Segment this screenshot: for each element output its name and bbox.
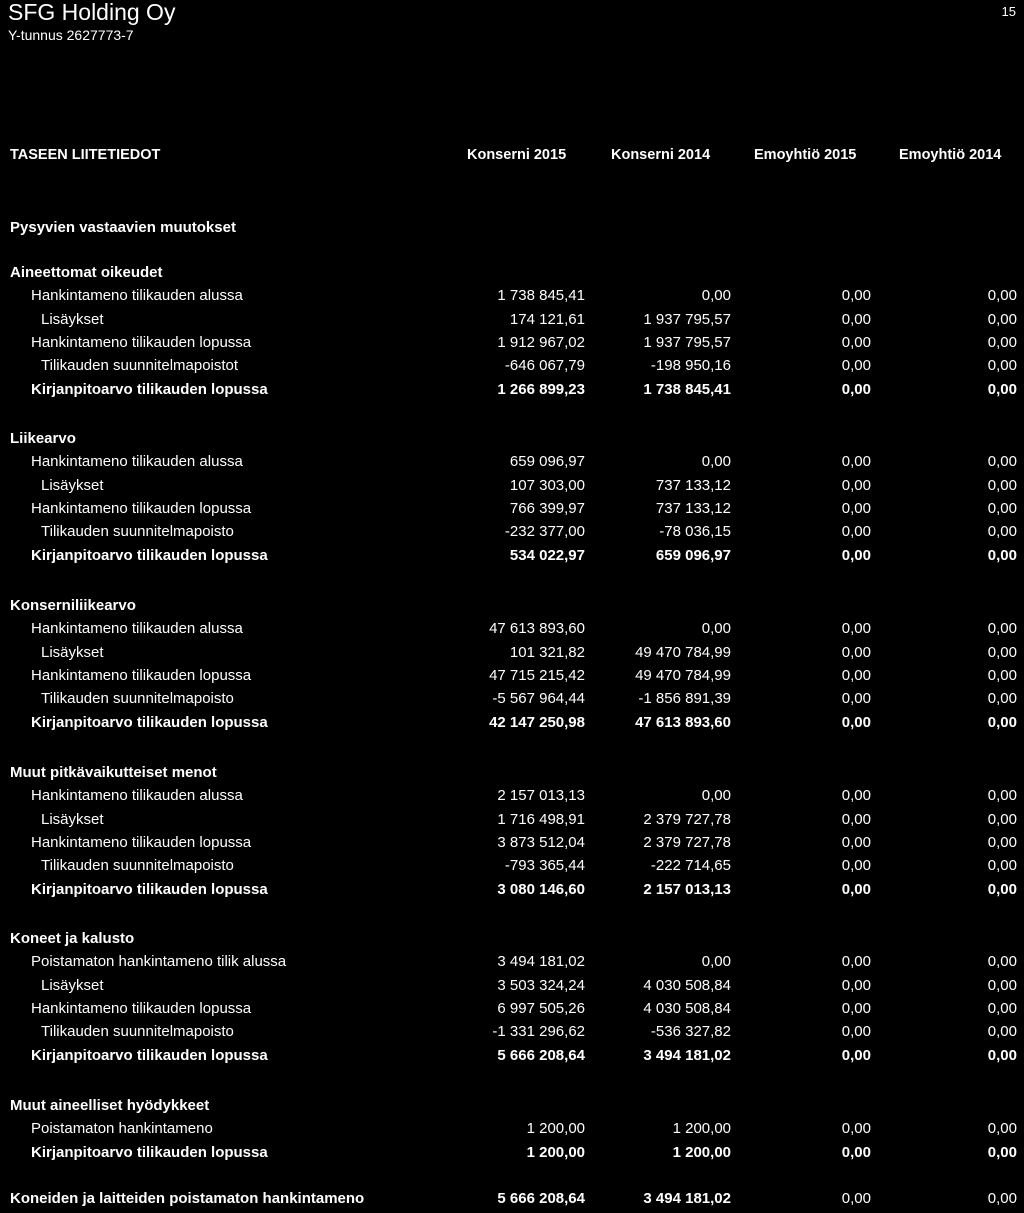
cell-value: 0,00 <box>987 1120 1017 1138</box>
row-label: Tilikauden suunnitelmapoisto <box>41 690 234 708</box>
row-label: Poistamaton hankintameno <box>31 1120 213 1138</box>
cell-value: 0,00 <box>987 476 1017 494</box>
business-id: Y-tunnus 2627773-7 <box>8 27 134 43</box>
group-header <box>0 261 1024 284</box>
row-label: Muut pitkävaikutteiset menot <box>10 764 217 781</box>
row-label: Kirjanpitoarvo tilikauden lopussa <box>31 1046 268 1064</box>
table-row <box>0 808 1024 831</box>
cell-value: 0,00 <box>841 857 871 875</box>
column-header-konserni-2014: Konserni 2014 <box>611 147 711 163</box>
cell-value: 5 666 208,64 <box>497 1190 585 1207</box>
cell-value: 0,00 <box>987 953 1017 971</box>
cell-value: 0,00 <box>841 1143 871 1161</box>
total-row <box>0 711 1024 734</box>
cell-value: 0,00 <box>987 287 1017 305</box>
cell-value: 0,00 <box>841 976 871 994</box>
table-header <box>0 147 1024 167</box>
row-label: Kirjanpitoarvo tilikauden lopussa <box>31 380 268 398</box>
cell-value: -198 950,16 <box>650 357 731 375</box>
table-row <box>0 520 1024 543</box>
table-title: TASEEN LIITETIEDOT <box>10 147 161 163</box>
row-label: Kirjanpitoarvo tilikauden lopussa <box>31 880 268 898</box>
row-label: Aineettomat oikeudet <box>10 264 163 281</box>
row-label: Koneet ja kalusto <box>10 930 135 947</box>
cell-value: 1 937 795,57 <box>643 310 731 328</box>
table-row <box>0 784 1024 807</box>
cell-value: 0,00 <box>841 1046 871 1064</box>
row-label: Poistamaton hankintameno tilik alussa <box>31 953 287 971</box>
row-label: Tilikauden suunnitelmapoisto <box>41 857 234 875</box>
cell-value: 0,00 <box>987 1023 1017 1041</box>
cell-value: 42 147 250,98 <box>489 713 585 731</box>
cell-value: 0,00 <box>841 523 871 541</box>
group-header <box>0 427 1024 450</box>
total-row <box>0 1141 1024 1164</box>
total-row <box>0 878 1024 901</box>
table-row <box>0 641 1024 664</box>
cell-value: 2 379 727,78 <box>643 833 731 851</box>
total-row <box>0 1044 1024 1067</box>
cell-value: 1 200,00 <box>526 1120 585 1138</box>
cell-value: 659 096,97 <box>509 453 585 471</box>
cell-value: 3 494 181,02 <box>497 953 585 971</box>
cell-value: 0,00 <box>841 643 871 661</box>
row-label: Liikearvo <box>10 430 76 447</box>
table-row <box>0 450 1024 473</box>
cell-value: 0,00 <box>987 810 1017 828</box>
cell-value: 0,00 <box>841 453 871 471</box>
cell-value: 101 321,82 <box>509 643 585 661</box>
cell-value: 47 715 215,42 <box>489 666 585 684</box>
row-label: Hankintameno tilikauden lopussa <box>31 833 252 851</box>
cell-value: 0,00 <box>701 953 731 971</box>
cell-value: 47 613 893,60 <box>489 620 585 638</box>
cell-value: 4 030 508,84 <box>643 976 731 994</box>
cell-value: 737 133,12 <box>655 499 731 517</box>
table-row <box>0 1117 1024 1140</box>
cell-value: 0,00 <box>841 357 871 375</box>
cell-value: 0,00 <box>701 453 731 471</box>
cell-value: 0,00 <box>987 1190 1017 1207</box>
cell-value: 0,00 <box>987 357 1017 375</box>
row-label: Hankintameno tilikauden alussa <box>31 287 243 305</box>
row-label: Hankintameno tilikauden lopussa <box>31 999 252 1017</box>
table-row <box>0 284 1024 307</box>
cell-value: 3 503 324,24 <box>497 976 585 994</box>
cell-value: 2 157 013,13 <box>497 787 585 805</box>
table-row <box>0 664 1024 687</box>
cell-value: 0,00 <box>841 953 871 971</box>
cell-value: 0,00 <box>987 787 1017 805</box>
table-row <box>0 974 1024 997</box>
row-label: Lisäykset <box>41 643 104 661</box>
cell-value: 0,00 <box>987 690 1017 708</box>
row-label: Konserniliikearvo <box>10 597 136 614</box>
table-row <box>0 497 1024 520</box>
cell-value: 0,00 <box>987 453 1017 471</box>
cell-value: 2 379 727,78 <box>643 810 731 828</box>
row-label: Koneiden ja laitteiden poistamaton hankintameno <box>10 1190 365 1207</box>
cell-value: -1 856 891,39 <box>638 690 731 708</box>
row-label: Lisäykset <box>41 476 104 494</box>
cell-value: 737 133,12 <box>655 476 731 494</box>
cell-value: -793 365,44 <box>504 857 585 875</box>
table-row <box>0 474 1024 497</box>
cell-value: -222 714,65 <box>650 857 731 875</box>
cell-value: 0,00 <box>987 643 1017 661</box>
cell-value: 0,00 <box>701 620 731 638</box>
cell-value: 1 937 795,57 <box>643 333 731 351</box>
cell-value: 1 738 845,41 <box>643 380 731 398</box>
cell-value: 1 200,00 <box>672 1143 731 1161</box>
cell-value: 0,00 <box>841 333 871 351</box>
row-label: Tilikauden suunnitelmapoisto <box>41 1023 234 1041</box>
column-header-emoyhtio-2014: Emoyhtiö 2014 <box>899 147 1002 163</box>
cell-value: -5 567 964,44 <box>492 690 585 708</box>
cell-value: 1 738 845,41 <box>497 287 585 305</box>
cell-value: 3 873 512,04 <box>497 833 585 851</box>
cell-value: 0,00 <box>841 666 871 684</box>
cell-value: 3 494 181,02 <box>643 1190 731 1207</box>
cell-value: 0,00 <box>841 810 871 828</box>
row-label: Lisäykset <box>41 976 104 994</box>
table-row <box>0 1020 1024 1043</box>
total-row <box>0 378 1024 401</box>
column-header-emoyhtio-2015: Emoyhtiö 2015 <box>754 147 857 163</box>
cell-value: 0,00 <box>701 787 731 805</box>
cell-value: -646 067,79 <box>504 357 585 375</box>
cell-value: 49 470 784,99 <box>635 643 731 661</box>
cell-value: 0,00 <box>987 310 1017 328</box>
row-label: Hankintameno tilikauden lopussa <box>31 666 252 684</box>
cell-value: 0,00 <box>987 666 1017 684</box>
cell-value: 6 997 505,26 <box>497 999 585 1017</box>
row-label: Hankintameno tilikauden alussa <box>31 620 243 638</box>
row-label: Tilikauden suunnitelmapoistot <box>41 357 239 375</box>
row-label: Lisäykset <box>41 310 104 328</box>
table-row <box>0 854 1024 877</box>
row-label: Hankintameno tilikauden lopussa <box>31 499 252 517</box>
cell-value: 174 121,61 <box>509 310 585 328</box>
table-row <box>0 831 1024 854</box>
cell-value: 0,00 <box>987 976 1017 994</box>
cell-value: 3 080 146,60 <box>497 880 585 898</box>
cell-value: 0,00 <box>987 380 1017 398</box>
row-label: Lisäykset <box>41 810 104 828</box>
cell-value: 2 157 013,13 <box>643 880 731 898</box>
cell-value: -78 036,15 <box>659 523 731 541</box>
cell-value: 0,00 <box>987 333 1017 351</box>
cell-value: 0,00 <box>841 546 871 564</box>
table-row <box>0 997 1024 1020</box>
cell-value: 3 494 181,02 <box>643 1046 731 1064</box>
group-header <box>0 927 1024 950</box>
cell-value: 0,00 <box>841 499 871 517</box>
cell-value: -232 377,00 <box>504 523 585 541</box>
table-row <box>0 308 1024 331</box>
cell-value: 659 096,97 <box>655 546 731 564</box>
table-row <box>0 331 1024 354</box>
cell-value: 0,00 <box>841 690 871 708</box>
row-label: Hankintameno tilikauden alussa <box>31 787 243 805</box>
cell-value: -536 327,82 <box>650 1023 731 1041</box>
table-row <box>0 354 1024 377</box>
section-title: Pysyvien vastaavien muutokset <box>10 219 236 236</box>
cell-value: 534 022,97 <box>509 546 585 564</box>
cell-value: -1 331 296,62 <box>492 1023 585 1041</box>
cell-value: 0,00 <box>841 1190 871 1207</box>
cell-value: 0,00 <box>987 1046 1017 1064</box>
row-label: Muut aineelliset hyödykkeet <box>10 1097 210 1114</box>
cell-value: 1 716 498,91 <box>497 810 585 828</box>
cell-value: 0,00 <box>841 310 871 328</box>
cell-value: 0,00 <box>841 1023 871 1041</box>
cell-value: 766 399,97 <box>509 499 585 517</box>
cell-value: 1 200,00 <box>526 1143 585 1161</box>
cell-value: 0,00 <box>987 620 1017 638</box>
cell-value: 0,00 <box>987 713 1017 731</box>
row-label: Kirjanpitoarvo tilikauden lopussa <box>31 713 268 731</box>
total-row <box>0 544 1024 567</box>
cell-value: 1 200,00 <box>672 1120 731 1138</box>
cell-value: 0,00 <box>987 546 1017 564</box>
table-row <box>0 617 1024 640</box>
group-header <box>0 594 1024 617</box>
cell-value: 1 912 967,02 <box>497 333 585 351</box>
cell-value: 0,00 <box>841 880 871 898</box>
table-row <box>0 687 1024 710</box>
cell-value: 5 666 208,64 <box>497 1046 585 1064</box>
cell-value: 0,00 <box>841 1120 871 1138</box>
cell-value: 0,00 <box>841 833 871 851</box>
cell-value: 0,00 <box>841 999 871 1017</box>
cell-value: 0,00 <box>841 713 871 731</box>
cell-value: 0,00 <box>841 787 871 805</box>
cell-value: 49 470 784,99 <box>635 666 731 684</box>
group-header <box>0 1094 1024 1117</box>
cell-value: 0,00 <box>987 833 1017 851</box>
cell-value: 0,00 <box>987 999 1017 1017</box>
cell-value: 0,00 <box>841 476 871 494</box>
cell-value: 0,00 <box>987 880 1017 898</box>
cell-value: 0,00 <box>987 499 1017 517</box>
cell-value: 107 303,00 <box>509 476 585 494</box>
group-header <box>0 761 1024 784</box>
grand-total-row <box>0 1187 1024 1210</box>
cell-value: 0,00 <box>841 620 871 638</box>
page-number: 15 <box>1001 4 1016 19</box>
row-label: Kirjanpitoarvo tilikauden lopussa <box>31 546 268 564</box>
cell-value: 0,00 <box>841 380 871 398</box>
cell-value: 0,00 <box>987 523 1017 541</box>
cell-value: 0,00 <box>987 857 1017 875</box>
row-label: Hankintameno tilikauden lopussa <box>31 333 252 351</box>
column-header-konserni-2015: Konserni 2015 <box>467 147 567 163</box>
cell-value: 0,00 <box>987 1143 1017 1161</box>
row-label: Kirjanpitoarvo tilikauden lopussa <box>31 1143 268 1161</box>
cell-value: 0,00 <box>701 287 731 305</box>
cell-value: 0,00 <box>841 287 871 305</box>
table-row <box>0 950 1024 973</box>
company-name: SFG Holding Oy <box>8 0 176 25</box>
row-label: Tilikauden suunnitelmapoisto <box>41 523 234 541</box>
cell-value: 4 030 508,84 <box>643 999 731 1017</box>
cell-value: 1 266 899,23 <box>497 380 585 398</box>
cell-value: 47 613 893,60 <box>635 713 731 731</box>
row-label: Hankintameno tilikauden alussa <box>31 453 243 471</box>
